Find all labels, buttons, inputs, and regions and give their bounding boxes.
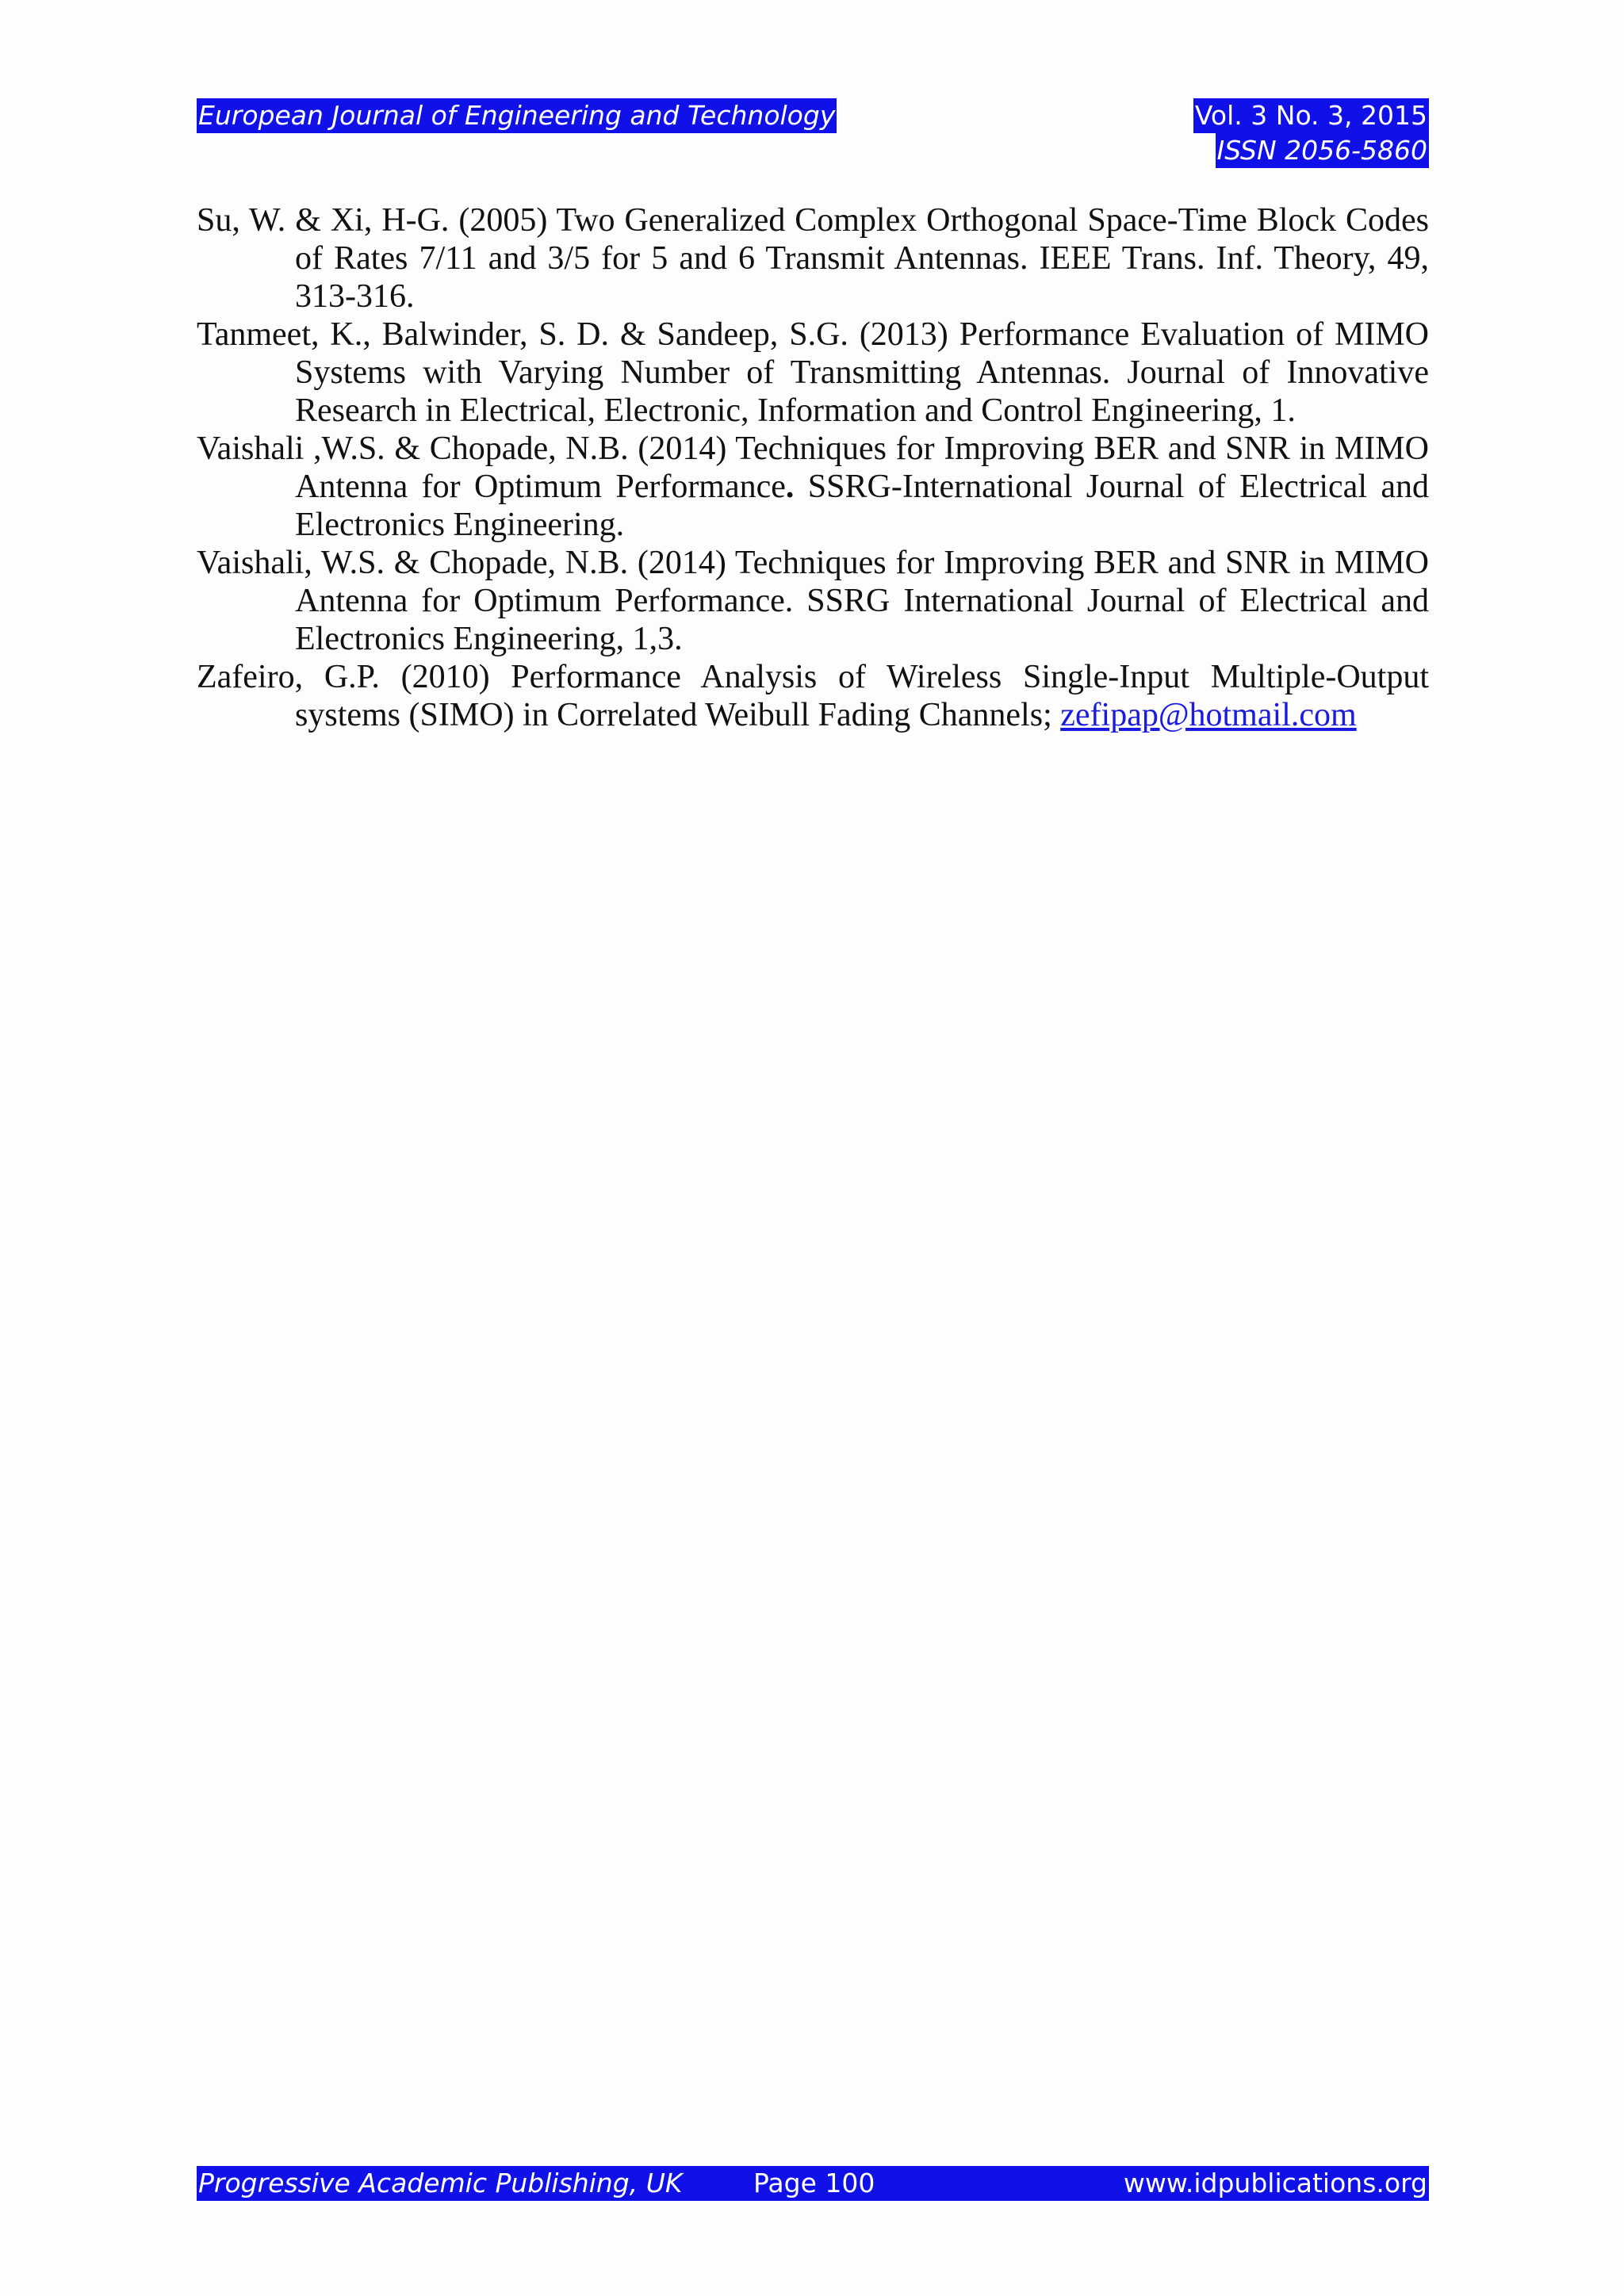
footer-publisher: Progressive Academic Publishing, UK [198,2168,683,2198]
reference-vaishali-1 [197,430,1429,544]
volume-info: Vol. 3 No. 3, 2015 [1193,98,1429,133]
reference-bold-period: . [785,469,795,505]
reference-list [197,201,1429,734]
journal-title: European Journal of Engineering and Technology [197,98,837,133]
footer-bar [197,2166,1429,2201]
reference-tanmeet: Tanmeet, K., Balwinder, S. D. & Sandeep, S.G. (2013) Performance Evaluation of MIMO Systems with Varying Number of Transmitting Antennas. Journal of Innovative Research in Electrical, Electronic, Information and Control Engineering, 1. [197,316,1429,429]
reference-text: Zafeiro, G.P. (2010) Performance Analysis of Wireless Single-Input Multiple-Output systems (SIMO) in Correlated Weibull Fading Channels; [197,659,1429,733]
reference-su-xi: Su, W. & Xi, H-G. (2005) Two Generalized Complex Orthogonal Space-Time Block Codes of Rates 7/11 and 3/5 for 5 and 6 Transmit Antennas. IEEE Trans. Inf. Theory, 49, 313-316. [197,202,1429,315]
footer-website: www.idpublications.org [1123,2168,1427,2198]
reference-vaishali-2: Vaishali, W.S. & Chopade, N.B. (2014) Techniques for Improving BER and SNR in MIMO Antenna for Optimum Performance. SSRG International Journal of Electrical and Electronics Engineering, 1,3. [197,545,1429,657]
email-link[interactable]: zefipap@hotmail.com [1060,697,1357,733]
reference-text: SSRG-International Journal of Electrical and Electronics Engineering. [295,469,1429,543]
page-number: Page 100 [753,2168,875,2198]
reference-zafeiro [197,658,1429,734]
reference-text: Vaishali ,W.S. & Chopade, N.B. (2014) Techniques for Improving BER and SNR in MIMO Antenna for Optimum Performance [197,430,1429,505]
issn: ISSN 2056-5860 [1216,133,1430,168]
